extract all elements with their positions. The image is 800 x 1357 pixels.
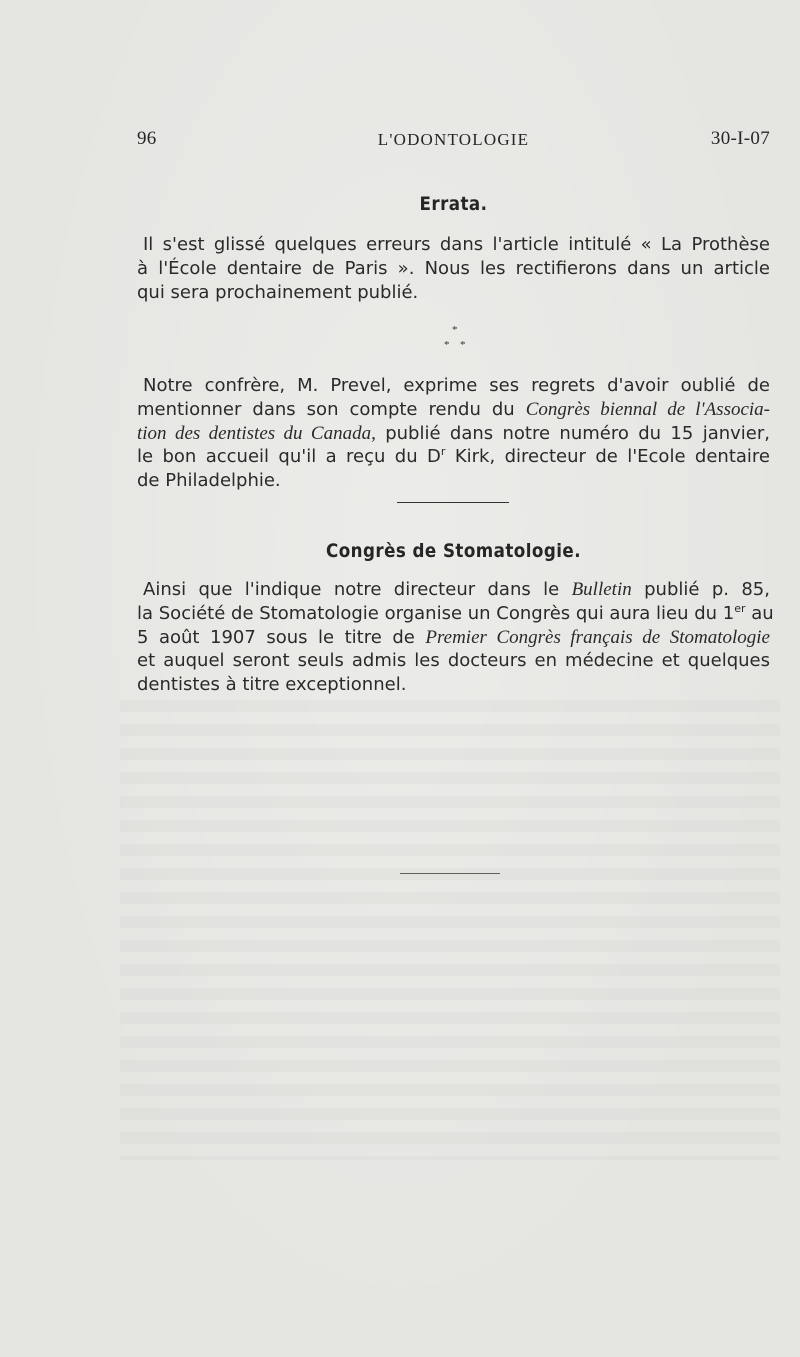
congres-paragraph [137, 578, 774, 697]
text-run: mentionner dans son compte rendu du [137, 398, 526, 420]
text-run: la Société de Stomatologie organise un Congrès qui aura lieu du 1 [137, 602, 735, 624]
page-number: 96 [137, 128, 157, 149]
text-line: à l'École dentaire de Paris ». Nous les rectifierons dans un article [137, 257, 770, 279]
congres-heading: Congrès de Stomatologie. [325, 540, 581, 562]
asterisk: * [444, 339, 450, 351]
text-run: Ainsi que l'indique notre directeur dans le [143, 579, 572, 600]
italic-title: Premier Congrès français de Stomatologie [425, 626, 770, 648]
italic-title: Bulletin [571, 579, 632, 600]
running-head [137, 128, 770, 158]
text-line: de Philadelphie. [137, 470, 281, 492]
issue-date: 30-I-07 [710, 128, 770, 149]
text-run: publié dans notre numéro du 15 janvier, [375, 422, 770, 444]
text-line [137, 601, 774, 626]
text-line: dentistes à titre exceptionnel. [137, 674, 407, 696]
text-line: Il s'est glissé quelques erreurs dans l'article intitulé « La Prothèse [143, 234, 770, 255]
italic-title: tion des dentistes du Canada, [137, 422, 376, 444]
notice-paragraph [137, 374, 770, 493]
errata-heading: Errata. [419, 193, 488, 215]
errata-paragraph [137, 233, 770, 304]
text-run: au [745, 602, 774, 624]
section-divider [397, 502, 509, 503]
text-line: Notre confrère, M. Prevel, exprime ses regrets d'avoir oublié de [143, 375, 770, 396]
superscript: r [440, 445, 446, 459]
text-line [137, 398, 770, 422]
text-run: le bon accueil qu'il a reçu du D [137, 446, 441, 468]
text-run: 5 août 1907 sous le titre de [137, 626, 426, 648]
italic-title: Congrès biennal de l'Associa- [525, 398, 771, 420]
asterisk: * [460, 339, 466, 351]
text-run: publié p. 85, [631, 579, 770, 600]
show-through-texture [120, 700, 780, 1160]
text-line [137, 578, 770, 602]
asterism [430, 322, 480, 362]
text-run: Kirk, directeur de l'Ecole dentaire [445, 446, 770, 468]
journal-title: L'ODONTOLOGIE [377, 130, 530, 149]
asterisk: * [452, 324, 458, 336]
text-line: qui sera prochainement publié. [137, 281, 419, 303]
text-line [137, 422, 770, 446]
text-line [137, 626, 770, 650]
superscript: er [734, 601, 746, 615]
end-divider [400, 873, 500, 874]
text-line [137, 445, 770, 469]
text-line: et auquel seront seuls admis les docteurs en médecine et quelques [137, 650, 770, 672]
